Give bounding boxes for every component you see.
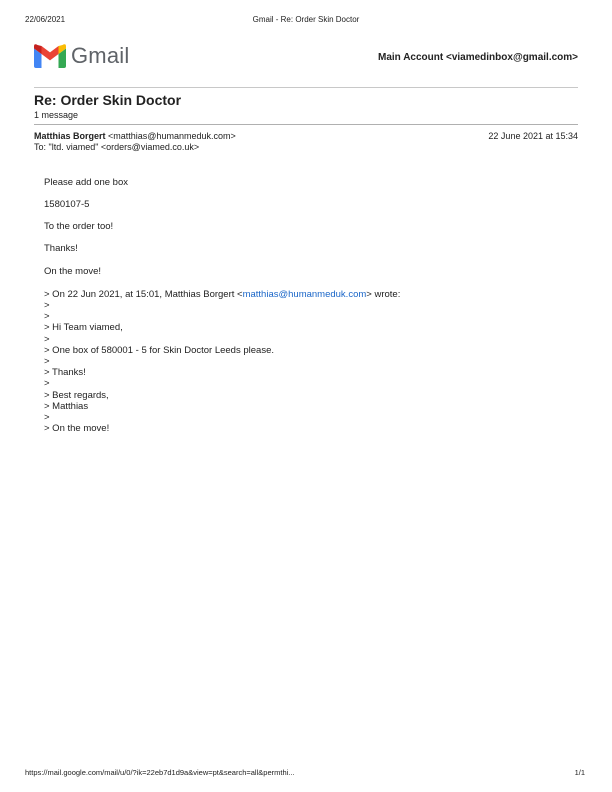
quoted-line: > On the move! — [44, 423, 110, 435]
quoted-line: > — [44, 333, 50, 345]
quoted-line: > — [44, 356, 50, 368]
quote-intro-suffix: > wrote: — [366, 289, 401, 300]
thread-divider — [34, 124, 578, 125]
message-count: 1 message — [34, 110, 79, 120]
gmail-logo-icon — [34, 44, 66, 68]
quoted-line: > — [44, 412, 50, 424]
body-line: To the order too! — [44, 221, 114, 232]
quoted-sender-email-link[interactable]: matthias@humanmeduk.com — [242, 289, 367, 300]
quoted-line: > — [44, 311, 50, 323]
body-line: Thanks! — [44, 243, 78, 254]
gmail-wordmark: Gmail — [71, 43, 130, 68]
recipient-line: To: "ltd. viamed" <orders@viamed.co.uk> — [34, 142, 200, 152]
quoted-line: > Hi Team viamed, — [44, 322, 123, 334]
sender-line — [34, 131, 236, 142]
header-divider — [34, 87, 578, 88]
quoted-line: > Best regards, — [44, 389, 109, 401]
quote-intro — [44, 289, 400, 300]
body-line: Please add one box — [44, 177, 128, 188]
print-date: 22/06/2021 — [25, 15, 66, 24]
account-label: Main Account <viamedinbox@gmail.com> — [378, 52, 578, 63]
quoted-line: > One box of 580001 - 5 for Skin Doctor Leeds please. — [44, 344, 274, 356]
print-page-number: 1/1 — [574, 768, 585, 777]
body-line: 1580107-5 — [44, 199, 90, 210]
quote-intro-prefix: > On 22 Jun 2021, at 15:01, Matthias Borgert < — [44, 289, 243, 300]
quoted-line: > — [44, 378, 50, 390]
sender-email: <matthias@humanmeduk.com> — [108, 131, 236, 141]
message-date: 22 June 2021 at 15:34 — [488, 131, 578, 141]
quoted-line: > — [44, 300, 50, 311]
print-title: Gmail - Re: Order Skin Doctor — [252, 15, 360, 24]
quoted-block — [44, 300, 274, 434]
quoted-line: > Thanks! — [44, 367, 86, 379]
sender-name: Matthias Borgert — [34, 131, 106, 141]
quoted-line: > Matthias — [44, 400, 89, 412]
body-line: On the move! — [44, 266, 102, 277]
print-url: https://mail.google.com/mail/u/0/?ik=22eb7d1d9a&view=pt&search=all&permthi... — [25, 768, 295, 777]
thread-subject: Re: Order Skin Doctor — [34, 92, 182, 108]
